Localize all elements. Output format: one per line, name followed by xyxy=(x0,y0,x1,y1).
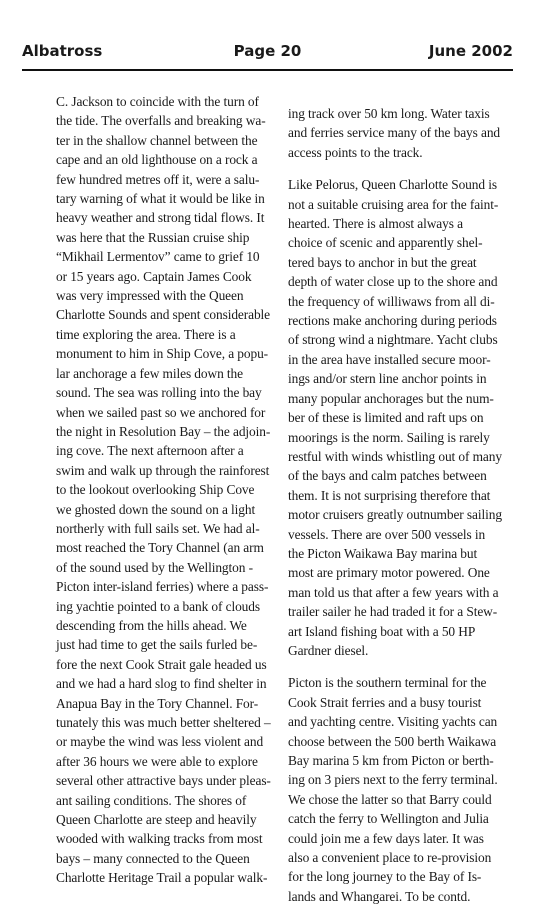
page-header xyxy=(22,40,513,66)
issue-date: June 2002 xyxy=(428,42,513,60)
right-paragraph-1: ing track over 50 km long. Water taxis and ferries service many of the bays and access points to the track. xyxy=(288,106,501,160)
left-column xyxy=(56,92,271,888)
right-column xyxy=(288,104,520,906)
page-number: Page 20 xyxy=(233,42,302,60)
right-paragraph-3: Picton is the southern terminal for the Cook Strait ferries and a busy tourist and yachting centre. Visiting yachts can choose between the 500 berth Waikawa Bay marina 5 km from Picton or berth- ing on 3 piers next to the ferry terminal. We chose the latter so that Barry could catch the ferry to Wellington and Julia could join me a few days later. It was also a convenient place to re-provision for the long journey to the Bay of Is- lands and Whangarei. To be contd. xyxy=(288,675,498,904)
publication-title: Albatross xyxy=(22,42,103,60)
left-paragraph-1: C. Jackson to coincide with the turn of the tide. The overfalls and breaking wa- ter in the shallow channel between the cape and an old lighthouse on a rock a few hundred metres off it, were a salu- tary warning of what it would be like in heavy weather and strong tidal flows. It was here that the Russian cruise ship “Mikhail Lermentov” came to grief 10 or 15 years ago. Captain James Cook was very impressed with the Queen Charlotte Sounds and spent considerable time exploring the area. There is a monument to him in Ship Cove, a popu- lar anchorage a few miles down the sound. The sea was rolling into the bay when we sailed past so we anchored for the night in Resolution Bay – the adjoin- ing cove. The next afternoon after a swim and walk up through the rainforest to the lookout overlooking Ship Cove we ghosted down the sound on a light northerly with full sails set. We had al- most reached the Tory Channel (an arm of the sound used by the Wellington - Picton inter-island ferries) where a pass- ing yachtie pointed to a bank of clouds descending from the hills ahead. We just had time to get the sails furled be- fore the next Cook Strait gale headed us and we had a hard slog to find shelter in Anapua Bay in the Tory Channel. For- tunately this was much better sheltered – or maybe the wind was less violent and after 36 hours we were able to explore several other attractive bays under pleas- ant sailing conditions. The shores of Queen Charlotte are steep and heavily wooded with walking tracks from most bays – many connected to the Queen Charlotte Heritage Trail a popular walk- xyxy=(56,94,271,886)
header-rule xyxy=(22,69,513,71)
right-paragraph-2: Like Pelorus, Queen Charlotte Sound is not a suitable cruising area for the faint- hearted. There is almost always a choice of scenic and apparently shel- tered bays to anchor in but the great depth of water close up to the shore and the frequency of williwaws from all di- rections make anchoring during periods of strong wind a nightmare. Yacht clubs in the area have installed secure moor- ings and/or stern line anchor points in many popular anchorages but the num- ber of these is limited and raft ups on moorings is the norm. Sailing is rarely restful with winds whistling out of many of the bays and calm patches between them. It is not surprising therefore that motor cruisers greatly outnumber sailing vessels. There are over 500 vessels in the Picton Waikawa Bay marina but most are primary motor powered. One man told us that after a few years with a trailer sailer he had traded it for a Stew- art Island fishing boat with a 50 HP Gardner diesel. xyxy=(288,177,502,658)
